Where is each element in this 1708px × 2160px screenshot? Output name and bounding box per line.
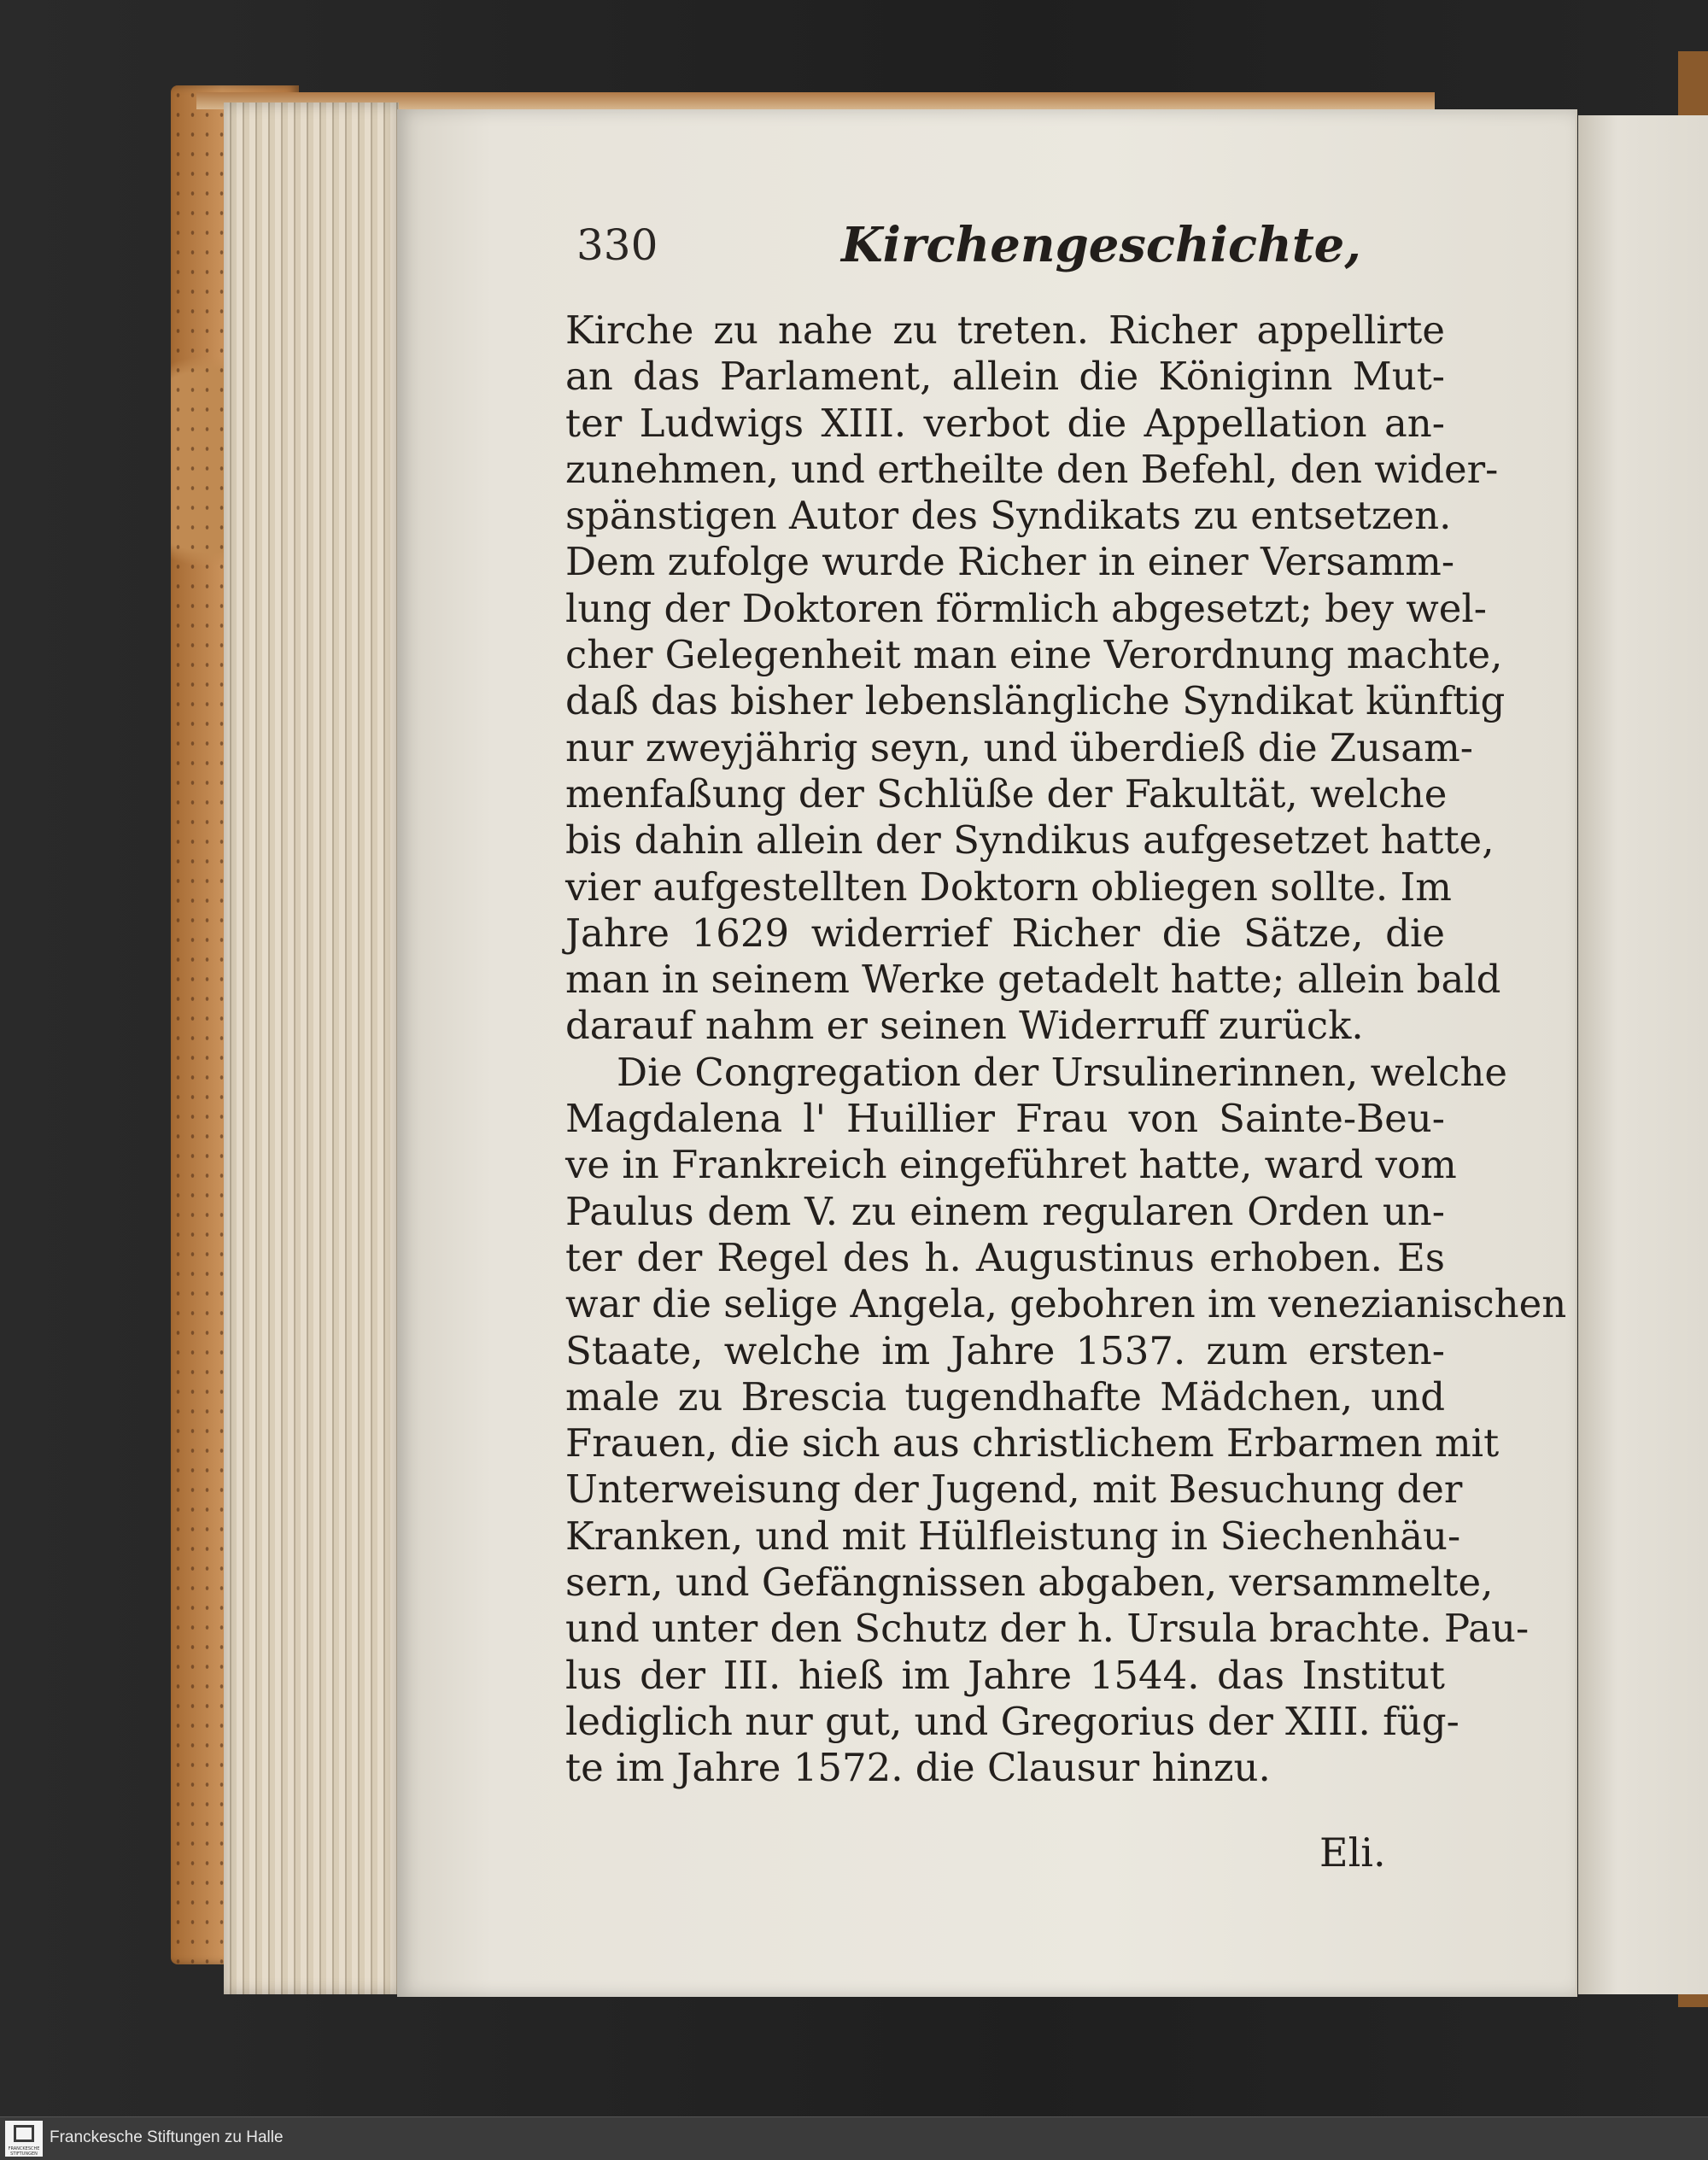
text-line: an das Parlament, allein die Königinn Mut-: [565, 354, 1445, 400]
text-line: Unterweisung der Jugend, mit Besuchung der: [565, 1466, 1463, 1513]
text-line: und unter den Schutz der h. Ursula brachte. Pau-: [565, 1606, 1530, 1652]
text-line: nur zweyjährig seyn, und überdieß die Zusam-: [565, 724, 1473, 770]
text-line: te im Jahre 1572. die Clausur hinzu.: [565, 1745, 1271, 1791]
text-line: Dem zufolge wurde Richer in einer Versamm-: [565, 539, 1455, 585]
text-line: darauf nahm er seinen Widerruff zurück.: [565, 1003, 1364, 1049]
facing-page: [1578, 115, 1708, 1994]
text-line: daß das bisher lebenslängliche Syndikat künftig: [565, 678, 1506, 724]
text-line: ter Ludwigs XIII. verbot die Appellation an-: [565, 400, 1445, 446]
institution-logo[interactable]: [5, 2121, 43, 2157]
logo-text: FRANCKESCHE STIFTUNGEN: [8, 2146, 40, 2157]
body-text: [565, 307, 1567, 1792]
text-line: Staate, welche im Jahre 1537. zum ersten-: [565, 1327, 1445, 1373]
text-line: ve in Frankreich eingeführet hatte, ward vom: [565, 1142, 1457, 1188]
logo-icon: [14, 2125, 34, 2142]
text-line: bis dahin allein der Syndikus aufgesetzet hatte,: [565, 817, 1494, 863]
text-line: Kirche zu nahe zu treten. Richer appellirte: [565, 307, 1445, 353]
footer-label[interactable]: Franckesche Stiftungen zu Halle: [50, 2128, 284, 2146]
text-line: lediglich nur gut, und Gregorius der XIII. füg-: [565, 1698, 1459, 1744]
text-line: Kranken, und mit Hülfleistung in Siechenhäu-: [565, 1513, 1461, 1559]
text-line: sern, und Gefängnissen abgaben, versammelte,: [565, 1560, 1494, 1606]
text-line: cher Gelegenheit man eine Verordnung machte,: [565, 632, 1503, 678]
text-line: Jahre 1629 widerrief Richer die Sätze, die: [565, 910, 1445, 956]
page-edges: [224, 102, 399, 1994]
text-line: ter der Regel des h. Augustinus erhoben. Es: [565, 1234, 1445, 1280]
running-head: [576, 217, 1430, 280]
text-line: man in seinem Werke getadelt hatte; allein bald: [565, 957, 1501, 1003]
running-title: Kirchengeschichte,: [841, 217, 1361, 273]
text-line: Frauen, die sich aus christlichem Erbarmen mit: [565, 1420, 1500, 1466]
page-number: 330: [576, 220, 658, 270]
text-line: vier aufgestellten Doktorn obliegen sollte. Im: [565, 863, 1452, 910]
text-line: lung der Doktoren förmlich abgesetzt; bey wel-: [565, 585, 1488, 631]
text-line: male zu Brescia tugendhafte Mädchen, und: [565, 1373, 1445, 1420]
text-line: zunehmen, und ertheilte den Befehl, den wider-: [565, 446, 1499, 492]
text-line: Paulus dem V. zu einem regularen Orden un-: [565, 1188, 1445, 1234]
text-line: Die Congregation der Ursulinerinnen, welche: [617, 1049, 1507, 1095]
text-line: war die selige Angela, gebohren im venezianischen: [565, 1281, 1567, 1327]
catchword: Eli.: [1319, 1829, 1386, 1876]
text-line: Magdalena l' Huillier Frau von Sainte-Beu-: [565, 1096, 1445, 1142]
text-line: lus der III. hieß im Jahre 1544. das Institut: [565, 1652, 1445, 1698]
text-line: spänstigen Autor des Syndikats zu entsetzen.: [565, 493, 1452, 539]
text-line: menfaßung der Schlüße der Fakultät, welche: [565, 770, 1448, 817]
footer-bar: [0, 2116, 1708, 2160]
